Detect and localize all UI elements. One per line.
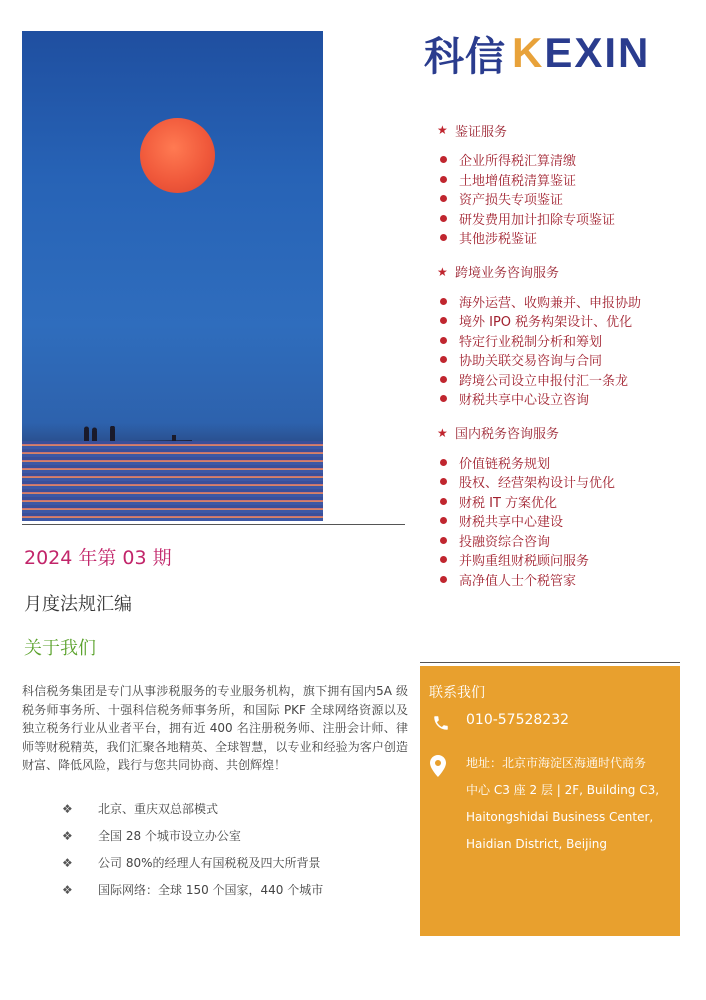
bullet-dot-icon [440,234,447,241]
contact-address [466,750,671,858]
service-item: 价值链税务规划 [437,453,697,473]
publication-subtitle: 月度法规汇编 [24,594,132,615]
location-pin-icon [430,755,446,777]
service-item: 高净值人士个税管家 [437,570,697,590]
brand-logo [424,29,686,80]
bullet-dot-icon [440,317,447,324]
bullet-dot-icon [440,376,447,383]
service-item: 特定行业税制分析和筹划 [437,331,697,351]
service-item: 其他涉税鉴证 [437,228,697,248]
service-item: 研发费用加计扣除专项鉴证 [437,209,697,229]
cover-photo-sunset-sea [22,31,323,521]
service-item: 企业所得税汇算清缴 [437,150,697,170]
issue-number: 2024 年第 03 期 [24,547,172,569]
star-icon: ★ [437,264,448,279]
about-bullet-item: ❖ 北京、重庆双总部模式 [62,801,219,816]
star-icon: ★ [437,425,448,440]
about-bullets [62,795,323,903]
diamond-bullet-icon: ❖ [62,828,73,843]
service-items [437,292,697,409]
service-item: 股权、经营架构设计与优化 [437,472,697,492]
service-item: 投融资综合咨询 [437,531,697,551]
diamond-bullet-icon: ❖ [62,801,73,816]
bullet-dot-icon [440,478,447,485]
service-item: 并购重组财税顾问服务 [437,550,697,570]
bullet-dot-icon [440,176,447,183]
service-section-title: ★ 鉴证服务 [437,123,508,140]
contact-divider [420,662,680,663]
brand-name-cn: 科信 [424,33,506,80]
contact-phone: 010-57528232 [466,712,570,728]
contact-title: 联系我们 [429,685,485,701]
bullet-dot-icon [440,517,447,524]
bullet-dot-icon [440,498,447,505]
service-section-title: ★ 国内税务咨询服务 [437,425,560,442]
service-item: 土地增值税清算鉴证 [437,170,697,190]
service-item: 财税 IT 方案优化 [437,492,697,512]
about-paragraph: 科信税务集团是专门从事涉税服务的专业服务机构，旗下拥有国内5A 级税务师事务所、十强科信税务师事务所，和国际 PKF 全球网络资源以及独立税务行业从业者平台，拥有近 400 名注册税务师、注册会计师、律师等财税精英，我们汇聚各地精英、全球智慧，以专业和经验为客户创造财富、降低风险，践行与您共同协商、共创辉煌！ [22,684,408,772]
service-item: 海外运营、收购兼并、申报协助 [437,292,697,312]
bullet-dot-icon [440,537,447,544]
service-item: 资产损失专项鉴证 [437,189,697,209]
diamond-bullet-icon: ❖ [62,882,73,897]
bullet-dot-icon [440,195,447,202]
bullet-dot-icon [440,356,447,363]
about-bullet-item: ❖ 国际网络：全球 150 个国家，440 个城市 [62,882,324,897]
bullet-dot-icon [440,215,447,222]
service-item: 财税共享中心建设 [437,511,697,531]
bullet-dot-icon [440,576,447,583]
bullet-dot-icon [440,459,447,466]
service-items [437,150,697,248]
about-bullet-item: ❖ 全国 28 个城市设立办公室 [62,828,241,843]
service-item: 协助关联交易咨询与合同 [437,350,697,370]
services-list [437,120,697,603]
bullet-dot-icon [440,556,447,563]
phone-icon [432,714,450,732]
service-item: 财税共享中心设立咨询 [437,389,697,409]
about-title: 关于我们 [24,638,96,659]
address-line: Haitongshidai Business Center, [466,810,654,824]
service-item: 跨境公司设立申报付汇一条龙 [437,370,697,390]
about-bullet-item: ❖ 公司 80%的经理人有国税税及四大所背景 [62,855,321,870]
bullet-dot-icon [440,395,447,402]
address-line: 中心 C3 座 2 层 | 2F, Building C3, [466,783,660,797]
brand-name-en: KEXIN [512,29,651,76]
contact-box [420,666,680,936]
service-items [437,453,697,590]
sun-shape [140,118,215,193]
address-line: 地址：北京市海淀区海通时代商务 [466,756,647,770]
bullet-dot-icon [440,337,447,344]
service-item: 境外 IPO 税务构架设计、优化 [437,311,697,331]
star-icon: ★ [437,123,448,137]
service-section-title: ★ 跨境业务咨询服务 [437,264,560,281]
sea-reflection [22,441,323,521]
bullet-dot-icon [440,156,447,163]
address-line: Haidian District, Beijing [466,837,608,851]
diamond-bullet-icon: ❖ [62,855,73,870]
divider-line [22,524,405,525]
bullet-dot-icon [440,298,447,305]
